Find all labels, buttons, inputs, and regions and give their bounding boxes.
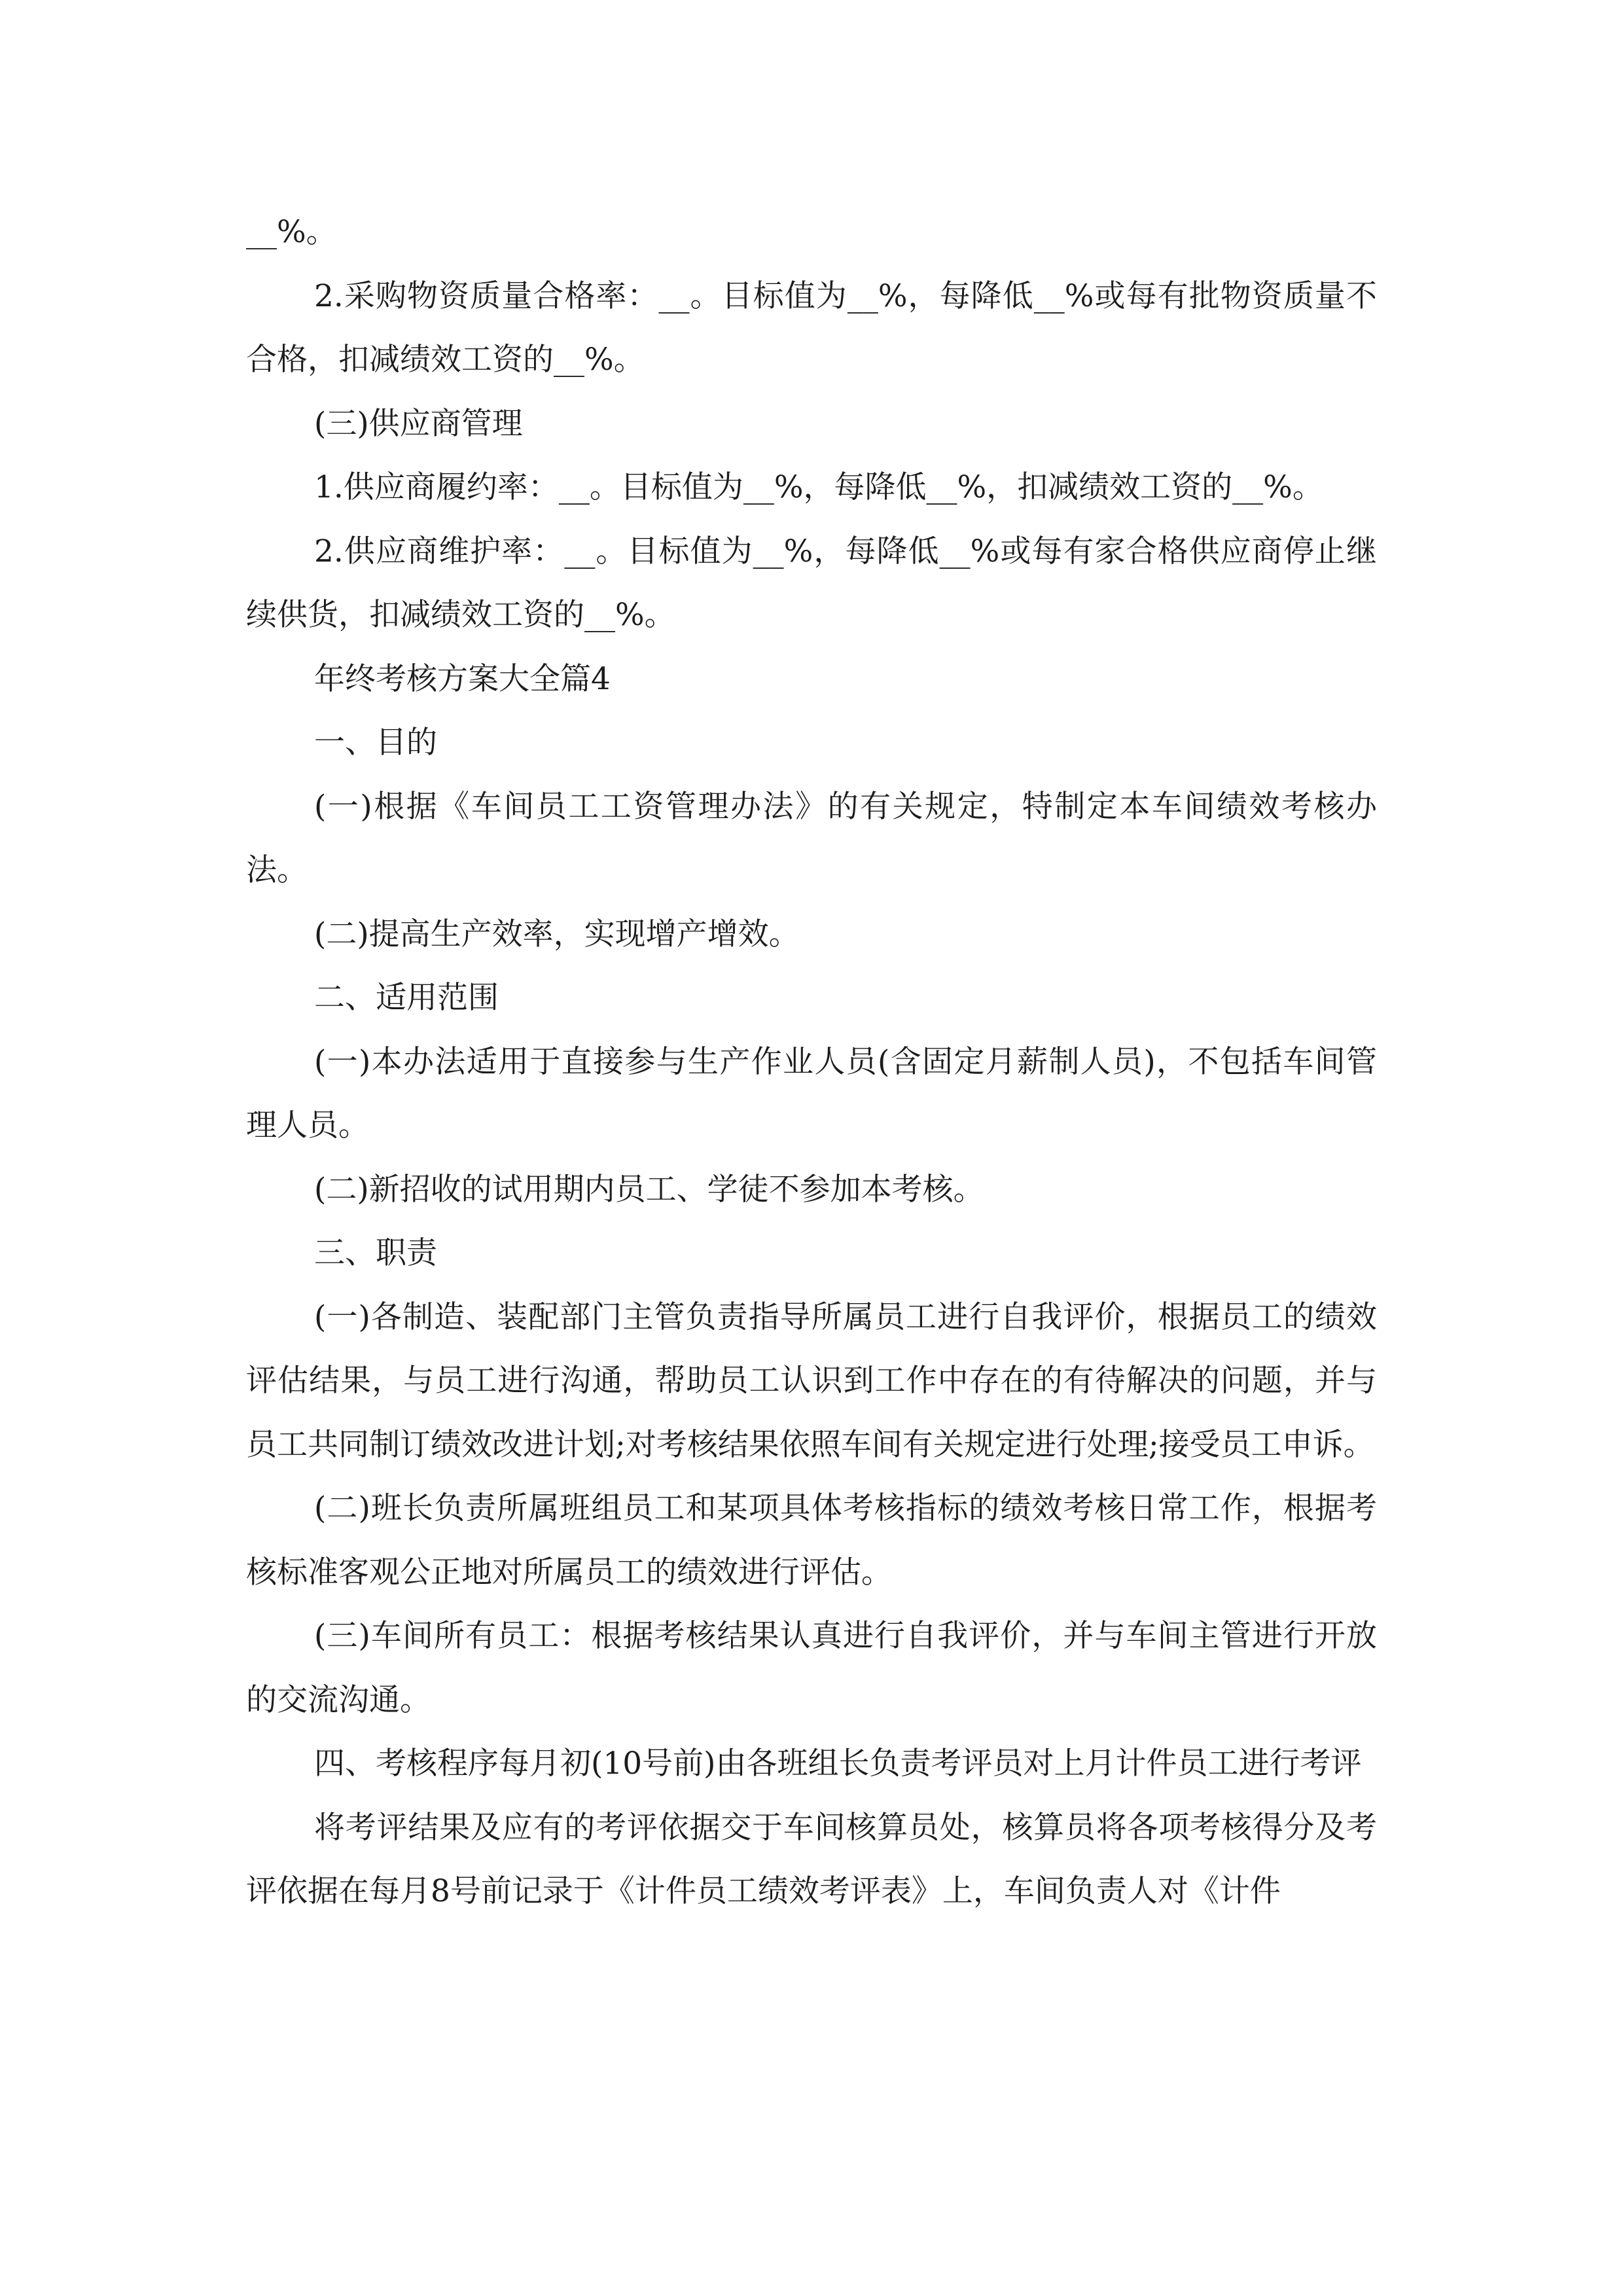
section-heading: 二、适用范围 bbox=[314, 980, 499, 1016]
paragraph: 2.供应商维护率：__。目标值为__%，每降低__%或每有家合格供应商停止继续供货，扣减绩效工资的__%。 bbox=[246, 533, 1377, 633]
paragraph: (一)本办法适用于直接参与生产作业人员(含固定月薪制人员)，不包括车间管理人员。 bbox=[246, 1043, 1377, 1143]
paragraph: __%。 bbox=[246, 214, 337, 250]
paragraph: (三)车间所有员工：根据考核结果认真进行自我评价，并与车间主管进行开放的交流沟通。 bbox=[246, 1618, 1377, 1718]
section-heading: 一、目的 bbox=[314, 725, 437, 761]
paragraph: (一)各制造、装配部门主管负责指导所属员工进行自我评价，根据员工的绩效评估结果，与员工进行沟通，帮助员工认识到工作中存在的有待解决的问题，并与员工共同制订绩效改进计划;对考核结果依照车间有关规定进行处理;接受员工申诉。 bbox=[246, 1299, 1377, 1463]
section-heading: 四、考核程序每月初(10号前)由各班组长负责考评员对上月计件员工进行考评 bbox=[314, 1746, 1362, 1782]
article-title: 年终考核方案大全篇4 bbox=[314, 660, 611, 697]
paragraph: (二)班长负责所属班组员工和某项具体考核指标的绩效考核日常工作，根据考核标准客观公正地对所属员工的绩效进行评估。 bbox=[246, 1490, 1377, 1590]
paragraph: (二)提高生产效率，实现增产增效。 bbox=[314, 916, 800, 952]
paragraph: 将考评结果及应有的考评依据交于车间核算员处，核算员将各项考核得分及考评依据在每月8号前记录于《计件员工绩效考评表》上，车间负责人对《计件 bbox=[246, 1809, 1377, 1909]
section-heading: (三)供应商管理 bbox=[314, 405, 523, 442]
paragraph: (一)根据《车间员工工资管理办法》的有关规定，特制定本车间绩效考核办法。 bbox=[246, 788, 1377, 888]
paragraph: 1.供应商履约率：__。目标值为__%，每降低__%，扣减绩效工资的__%。 bbox=[314, 469, 1323, 505]
document-body bbox=[246, 200, 1377, 1924]
section-heading: 三、职责 bbox=[314, 1235, 437, 1271]
paragraph: 2.采购物资质量合格率：__。目标值为__%，每降低__%或每有批物资质量不合格，扣减绩效工资的__%。 bbox=[246, 278, 1377, 378]
paragraph: (二)新招收的试用期内员工、学徒不参加本考核。 bbox=[314, 1171, 984, 1208]
